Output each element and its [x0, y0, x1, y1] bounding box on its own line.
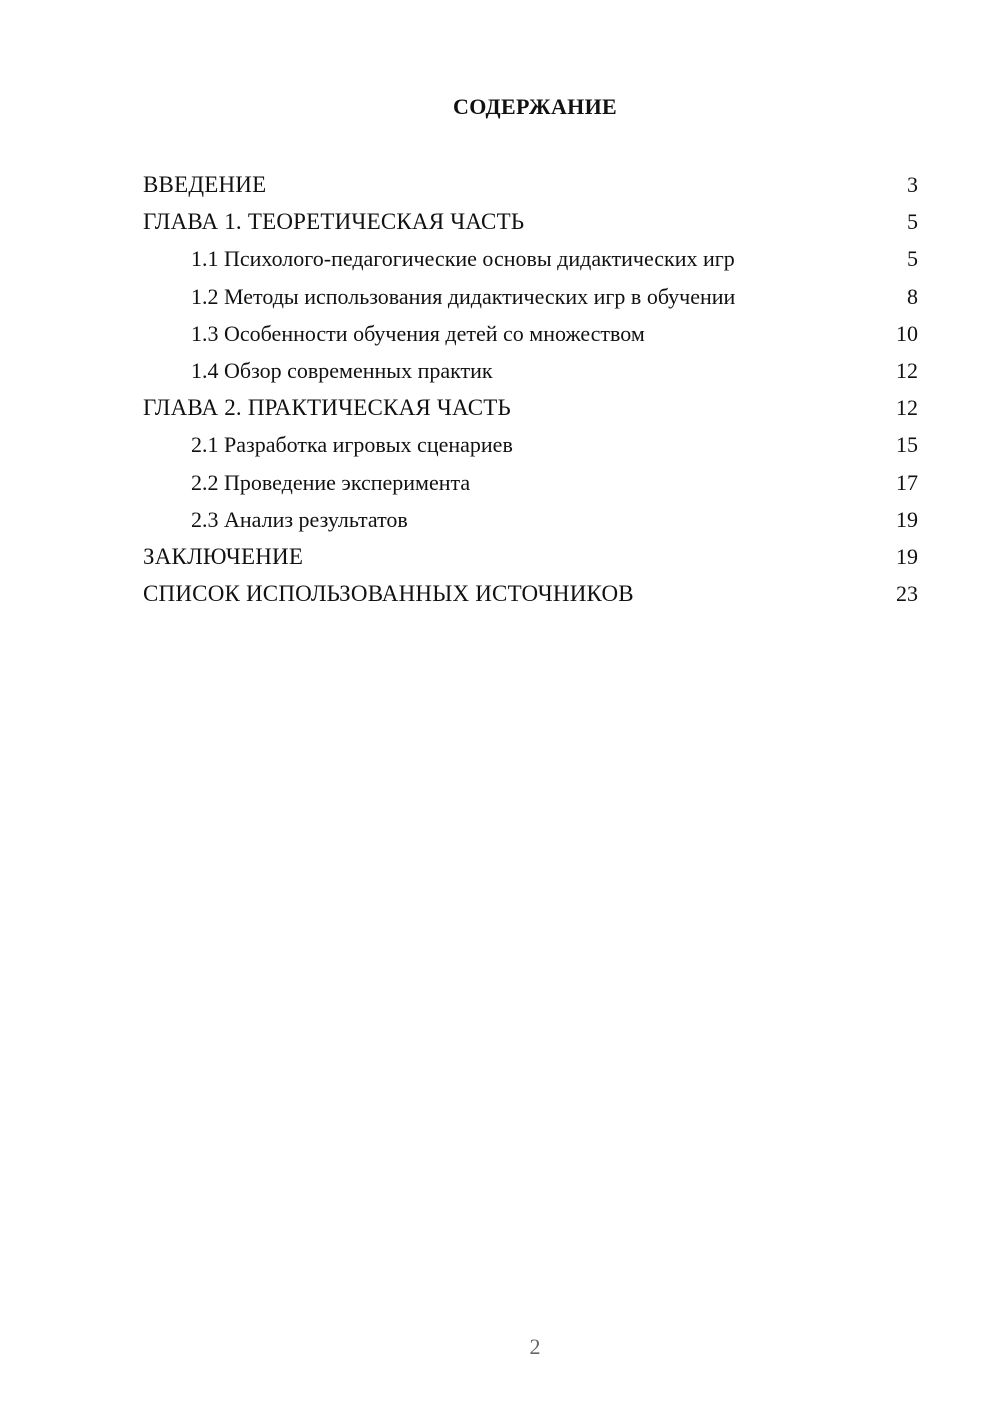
toc-title: СОДЕРЖАНИЕ [453, 94, 617, 119]
toc-entry-page: 12 [896, 395, 918, 421]
toc-subentry[interactable] [143, 315, 918, 352]
toc-entry-page: 17 [896, 469, 918, 495]
toc-subentry[interactable] [143, 240, 918, 277]
toc-entry-page: 19 [896, 506, 918, 532]
toc-entry-label: 1.1 Психолого-педагогические основы дидактических игр [191, 246, 735, 272]
toc-entry-label: 1.4 Обзор современных практик [191, 357, 493, 383]
toc-entry-page: 12 [896, 357, 918, 383]
toc-entry[interactable] [143, 575, 918, 612]
toc-entry-label: СПИСОК ИСПОЛЬЗОВАННЫХ ИСТОЧНИКОВ [143, 581, 634, 607]
toc-entry[interactable] [143, 538, 918, 575]
toc-entry-label: ГЛАВА 2. ПРАКТИЧЕСКАЯ ЧАСТЬ [143, 395, 511, 421]
toc-entry[interactable] [143, 166, 918, 203]
toc-entry-page: 8 [907, 283, 918, 309]
toc-entry-label: 2.1 Разработка игровых сценариев [191, 432, 513, 458]
toc-entry-label: ВВЕДЕНИЕ [143, 172, 267, 197]
toc-entry-label: 2.3 Анализ результатов [191, 506, 408, 532]
toc-entry-page: 10 [896, 320, 918, 346]
toc-entry-label: 1.2 Методы использования дидактических игр в обучении [191, 283, 736, 309]
page-number: 2 [529, 1334, 541, 1359]
toc-subentry[interactable] [143, 501, 918, 538]
toc-subentry[interactable] [143, 352, 918, 389]
toc-subentry[interactable] [143, 464, 918, 501]
toc-entry-label: ЗАКЛЮЧЕНИЕ [143, 543, 304, 569]
toc-subentry[interactable] [143, 278, 918, 315]
toc-entry-page: 3 [907, 172, 918, 197]
toc-subentry[interactable] [143, 426, 918, 463]
toc-entry[interactable] [143, 203, 918, 240]
toc-entry-page: 23 [896, 581, 918, 607]
toc-entry-page: 5 [907, 209, 918, 235]
toc-entry-label: 2.2 Проведение эксперимента [191, 469, 471, 495]
toc-entry-label: 1.3 Особенности обучения детей со множеством [191, 320, 645, 346]
toc-entry[interactable] [143, 389, 918, 426]
table-of-contents [143, 166, 918, 612]
toc-entry-label: ГЛАВА 1. ТЕОРЕТИЧЕСКАЯ ЧАСТЬ [143, 209, 525, 235]
toc-entry-page: 19 [896, 543, 918, 569]
toc-entry-page: 15 [896, 432, 918, 458]
toc-entry-page: 5 [907, 246, 918, 272]
